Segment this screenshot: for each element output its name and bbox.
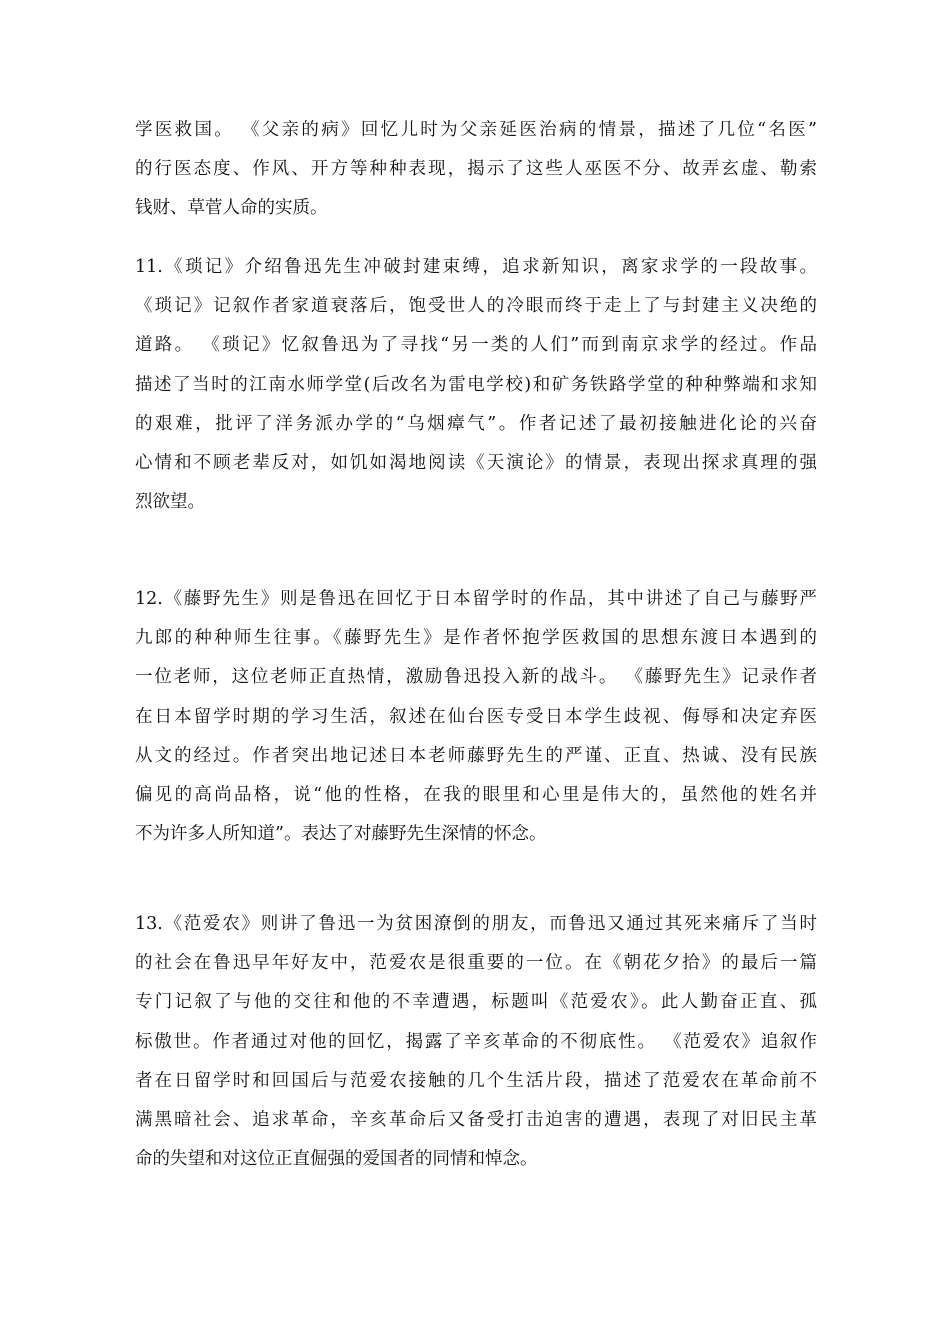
text-line: 标傲世。作者通过对他的回忆，揭露了辛亥革命的不彻底性。 《范爱农》追叙作 <box>135 1031 817 1052</box>
text-line: 描述了当时的江南水师学堂(后改名为雷电学校)和矿务铁路学堂的种种弊端和求知 <box>135 374 817 395</box>
text-line: 的艰难，批评了洋务派办学的“乌烟瘴气”。作者记述了最初接触进化论的兴奋 <box>135 413 817 434</box>
text-line: 的行医态度、作风、开方等种种表现，揭示了这些人巫医不分、故弄玄虚、勒索 <box>135 159 817 180</box>
text-line: 心情和不顾老辈反对，如饥如渴地阅读《天演论》的情景，表现出探求真理的强 <box>135 452 817 473</box>
text-line: 道路。 《琐记》忆叙鲁迅为了寻找“另一类的人们”而到南京求学的经过。作品 <box>135 335 817 356</box>
text-line: 13.《范爱农》则讲了鲁迅一为贫困潦倒的朋友，而鲁迅又通过其死来痛斥了当时 <box>135 914 817 934</box>
text-line: 钱财、草菅人命的实质。 <box>135 198 328 219</box>
text-line: 烈欲望。 <box>135 492 205 513</box>
paragraph-fathers-illness <box>135 111 817 229</box>
text-line: 11.《琐记》介绍鲁迅先生冲破封建束缚，追求新知识，离家求学的一段故事。 <box>135 257 817 277</box>
text-line: 《琐记》记叙作者家道衰落后，饱受世人的冷眼而终于走上了与封建主义决绝的 <box>135 296 817 317</box>
text-line: 一位老师，这位老师正直热情，激励鲁迅投入新的战斗。 《藤野先生》记录作者 <box>135 667 817 688</box>
text-line: 命的失望和对这位正直倔强的爱国者的同情和悼念。 <box>135 1149 538 1170</box>
text-line: 学医救国。 《父亲的病》回忆儿时为父亲延医治病的情景，描述了几位“名医” <box>135 120 817 140</box>
paragraph-item-13 <box>135 905 817 1179</box>
text-line: 不为许多人所知道”。表达了对藤野先生深情的怀念。 <box>135 824 547 845</box>
text-line: 的社会在鲁迅早年好友中，范爱农是很重要的一位。在《朝花夕拾》的最后一篇 <box>135 953 817 974</box>
text-line: 偏见的高尚品格，说“他的性格，在我的眼里和心里是伟大的，虽然他的姓名并 <box>135 784 817 805</box>
text-line: 从文的经过。作者突出地记述日本老师藤野先生的严谨、正直、热诚、没有民族 <box>135 745 817 766</box>
paragraph-item-11 <box>135 248 817 522</box>
text-line: 者在日留学时和回国后与范爱农接触的几个生活片段，描述了范爱农在革命前不 <box>135 1070 817 1091</box>
text-line: 12.《藤野先生》则是鲁迅在回忆于日本留学时的作品，其中讲述了自己与藤野严 <box>135 589 817 609</box>
paragraph-item-12 <box>135 580 817 854</box>
text-line: 在日本留学时期的学习生活，叙述在仙台医专受日本学生歧视、侮辱和决定弃医 <box>135 706 817 727</box>
text-line: 九郎的种种师生往事。《藤野先生》是作者怀抱学医救国的思想东渡日本遇到的 <box>135 628 817 649</box>
text-line: 满黑暗社会、追求革命，辛亥革命后又备受打击迫害的遭遇，表现了对旧民主革 <box>135 1109 817 1130</box>
text-line: 专门记叙了与他的交往和他的不幸遭遇，标题叫《范爱农》。此人勤奋正直、孤 <box>135 992 817 1013</box>
